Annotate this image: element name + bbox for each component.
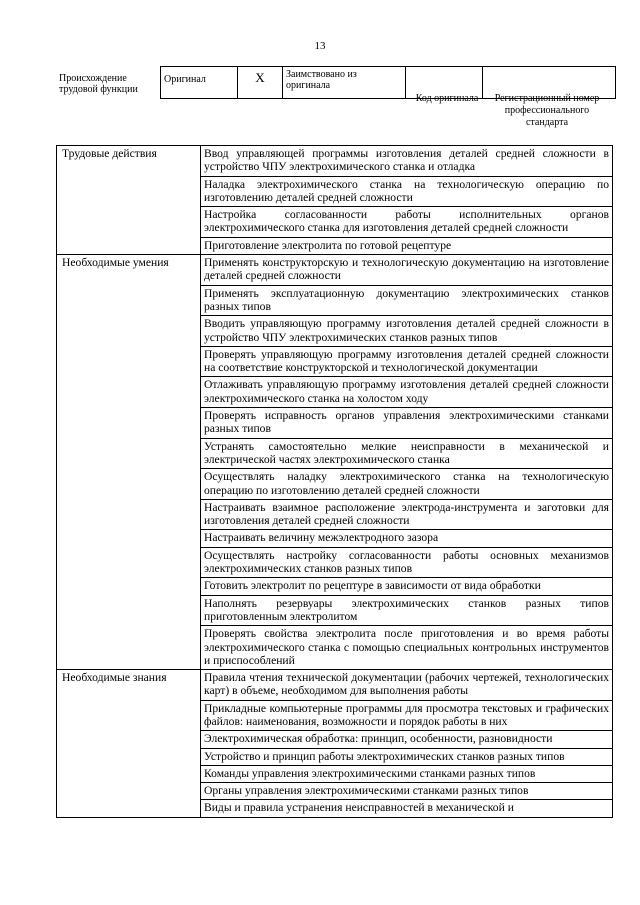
section-item: Приготовление электролита по готовой рецептуре <box>201 237 613 254</box>
code-original-caption: Код оригинала <box>415 93 479 104</box>
origin-label: Происхождение трудовой функции <box>59 72 138 95</box>
section-item: Прикладные компьютерные программы для просмотра текстовых и графических файлов: наименования, возможности и порядок работы в них <box>201 700 613 731</box>
page-number: 13 <box>314 40 326 52</box>
section-item: Команды управления электрохимическими станками разных типов <box>201 765 613 782</box>
section-item: Готовить электролит по рецептуре в зависимости от вида обработки <box>201 578 613 595</box>
section-item: Осуществлять настройку согласованности работы основных механизмов электрохимических станков разных типов <box>201 547 613 578</box>
section-item: Осуществлять наладку электрохимического станка на технологическую операцию по изготовлению деталей средней сложности <box>201 469 613 500</box>
section-item: Наладка электрохимического станка на технологическую операцию по изготовлению деталей средней сложности <box>201 176 613 207</box>
borrowed-label: Заимствовано из оригинала <box>283 67 406 99</box>
section-item: Применять эксплуатационную документацию электрохимических станков разных типов <box>201 285 613 316</box>
section-item: Проверять исправность органов управления электрохимическими станками разных типов <box>201 408 613 439</box>
function-table <box>56 145 613 818</box>
original-label: Оригинал <box>161 67 238 99</box>
original-mark: X <box>238 67 283 99</box>
section-item: Отлаживать управляющую программу изготовления деталей средней сложности электрохимического станка на холостом ходу <box>201 377 613 408</box>
section-item: Вводить управляющую программу изготовления деталей средней сложности в устройство ЧПУ электрохимических станков разных типов <box>201 316 613 347</box>
section-item: Устранять самостоятельно мелкие неисправности в механической и электрической частях электрохимического станка <box>201 438 613 469</box>
section-item: Органы управления электрохимическими станками разных типов <box>201 783 613 800</box>
section-item: Настраивать величину межэлектродного зазора <box>201 530 613 547</box>
function-table-body <box>57 146 613 818</box>
section-item: Правила чтения технической документации (рабочих чертежей, технологических карт) в объеме, необходимом для выполнения работы <box>201 670 613 701</box>
table-row <box>57 255 613 286</box>
section-item: Проверять управляющую программу изготовления деталей средней сложности на соответствие конструкторской и технологической документации <box>201 346 613 377</box>
section-item: Устройство и принцип работы электрохимических станков разных типов <box>201 748 613 765</box>
reg-number-caption: Регистрационный номер профессионального стандарта <box>494 93 600 128</box>
section-item: Настройка согласованности работы исполнительных органов электрохимического станка для изготовления деталей средней сложности <box>201 207 613 238</box>
section-item: Проверять свойства электролита после приготовления и во время работы электрохимического станка с помощью специальных контрольных инструментов и приспособлений <box>201 626 613 670</box>
section-item: Электрохимическая обработка: принцип, особенности, разновидности <box>201 731 613 748</box>
section-title: Необходимые умения <box>57 255 201 670</box>
section-item: Ввод управляющей программы изготовления деталей средней сложности в устройство ЧПУ электрохимического станка и отладка <box>201 146 613 177</box>
section-item: Наполнять резервуары электрохимических станков разных типов приготовленным электролитом <box>201 595 613 626</box>
section-item: Настраивать взаимное расположение электрода-инструмента и заготовки для изготовления деталей средней сложности <box>201 499 613 530</box>
section-title: Необходимые знания <box>57 670 201 818</box>
section-item: Применять конструкторскую и технологическую документацию на изготовление деталей средней сложности <box>201 255 613 286</box>
section-title: Трудовые действия <box>57 146 201 255</box>
table-row <box>57 146 613 177</box>
table-row <box>57 670 613 701</box>
section-item: Виды и правила устранения неисправностей в механической и <box>201 800 613 817</box>
